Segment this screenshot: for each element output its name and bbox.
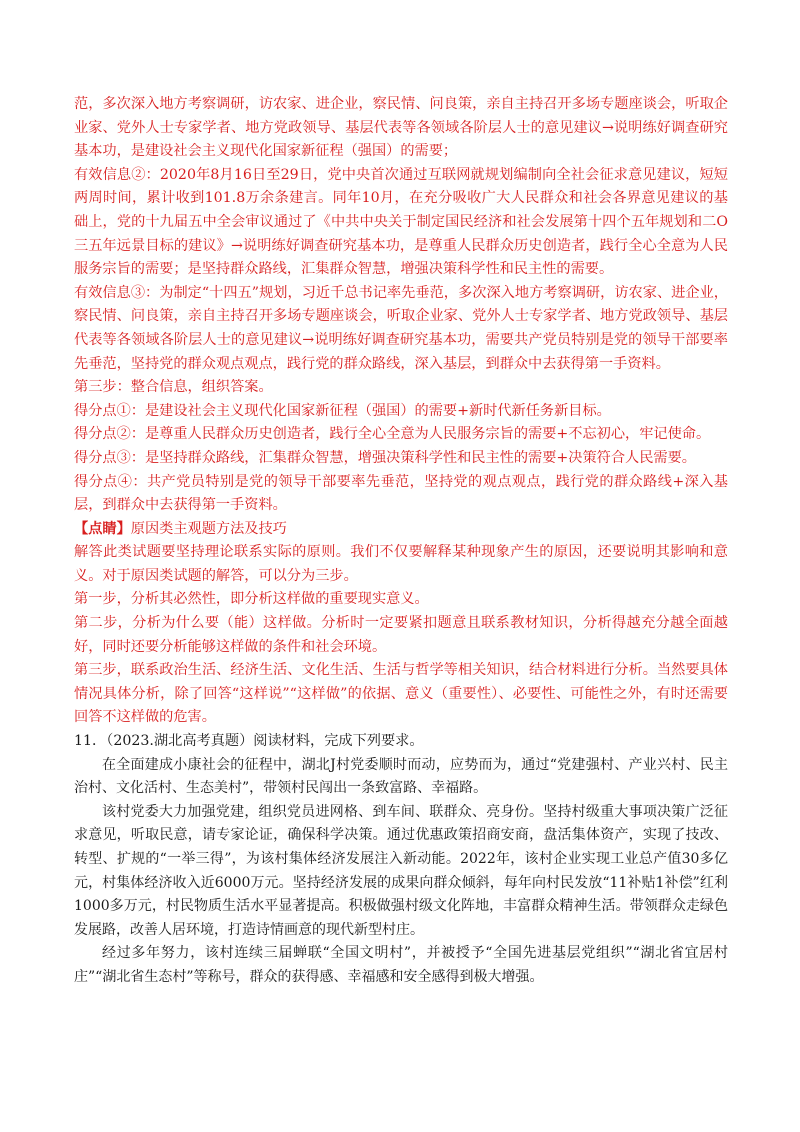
page-content: [74, 93, 728, 990]
analysis-paragraph-1: 范，多次深入地方考察调研，访农家、进企业，察民情、问良策，亲自主持召开多场专题座谈会，听取企业家、党外人士专家学者、地方党政领导、基层代表等各领域各阶层人士的意见建议→说明练好调查研究基本功，是建设社会主义现代化国家新征程（强国）的需要；: [74, 96, 728, 160]
tip-label: 【点睛】: [74, 520, 131, 537]
tip-paragraph-1: 解答此类试题要坚持理论联系实际的原则。我们不仅要解释某种现象产生的原因，还要说明其影响和意义。对于原因类试题的解答，可以分为三步。: [74, 544, 728, 584]
material-paragraph-1: 在全面建成小康社会的征程中，湖北J村党委顺时而动，应势而为，通过“党建强村、产业兴村、民主治村、文化活村、生态美村”，带领村民闯出一条致富路、幸福路。: [74, 756, 728, 797]
scoring-point-3: 得分点③：是坚持群众路线，汇集群众智慧，增强决策科学性和民主性的需要+决策符合人民需要。: [74, 449, 696, 466]
scoring-point-2: 得分点②：是尊重人民群众历史创造者，践行全心全意为人民服务宗旨的需要+不忘初心，牢记使命。: [74, 426, 711, 443]
tip-heading: [74, 518, 728, 542]
material-paragraph-2: 该村党委大力加强党建，组织党员进网格、到车间、联群众、亮身份。坚持村级重大事项决策广泛征求意见，听取民意，请专家论证，确保科学决策。通过优惠政策招商安商，盘活集体资产，实现了技改、转型、扩规的“一举三得”，为该村集体经济发展注入新动能。2022年，该村企业实现工业总产值30多亿元，村集体经济收入近6000万元。坚持经济发展的成果向群众倾斜，每年向村民发放“11补贴1补偿”红利1000多万元，村民物质生活水平显著提高。积极做强村级文化阵地，丰富群众精神生活。带领群众走绿色发展路，改善人居环境，打造诗情画意的现代新型村庄。: [74, 803, 728, 938]
step-three: 第三步：整合信息，组织答案。: [74, 379, 273, 396]
material-paragraph-3: 经过多年努力，该村连续三届蝉联“全国文明村”，并被授予“全国先进基层党组织”“湖北省宜居村庄”“湖北省生态村”等称号，群众的获得感、幸福感和安全感得到极大增强。: [74, 945, 728, 985]
scoring-point-1: 得分点①：是建设社会主义现代化国家新征程（强国）的需要+新时代新任务新目标。: [74, 402, 611, 419]
question-material: [74, 754, 728, 990]
scoring-point-4: 得分点④：共产党员特别是党的领导干部要率先垂范，坚持党的观点观点，践行党的群众路线+深入基层，到群众中去获得第一手资料。: [74, 473, 728, 514]
tip-step-1: 第一步，分析其必然性，即分析这样做的重要现实意义。: [74, 591, 429, 608]
effective-info-3: 有效信息③：为制定“十四五”规划，习近千总书记率先垂范，多次深入地方考察调研，访农家、进企业，察民情、问良策，亲自主持召开多场专题座谈会，听取企业家、党外人士专家学者、地方党政领导、基层代表等各领域各阶层人士的意见建议→说明练好调查研究基本功，需要共产党员特别是党的领导干部要率先垂范，坚持党的群众观点观点，践行党的群众路线，深入基层，到群众中去获得第一手资料。: [74, 284, 728, 372]
tip-title: 原因类主观题方法及技巧: [130, 520, 287, 537]
tip-step-3: 第三步，联系政治生活、经济生活、文化生活、生活与哲学等相关知识，结合材料进行分析。当然要具体情况具体分析，除了回答“这样说”“这样做”的依据、意义（重要性）、必要性、可能性之外，有时还需要回答不这样做的危害。: [74, 662, 728, 726]
question-stem: 11．（2023.湖北高考真题）阅读材料，完成下列要求。: [74, 733, 424, 750]
tip-step-2: 第二步，分析为什么要（能）这样做。分析时一定要紧扣题意且联系教材知识，分析得越充分越全面越好，同时还要分析能够这样做的条件和社会环境。: [74, 615, 728, 655]
effective-info-2: 有效信息②：2020年8月16日至29日，党中央首次通过互联网就规划编制向全社会征求意见建议，短短两周时间，累计收到101.8万余条建言。同年10月，在充分吸收广大人民群众和社会各界意见建议的基础上，党的十九届五中全会审议通过了《中共中央关于制定国民经济和社会发展第十四个五年规划和二O三五年远景目标的建议》→说明练好调查研究基本功，是尊重人民群众历史创造者，践行全心全意为人民服务宗旨的需要；是坚持群众路线，汇集群众智慧，增强决策科学性和民主性的需要。: [74, 166, 728, 278]
